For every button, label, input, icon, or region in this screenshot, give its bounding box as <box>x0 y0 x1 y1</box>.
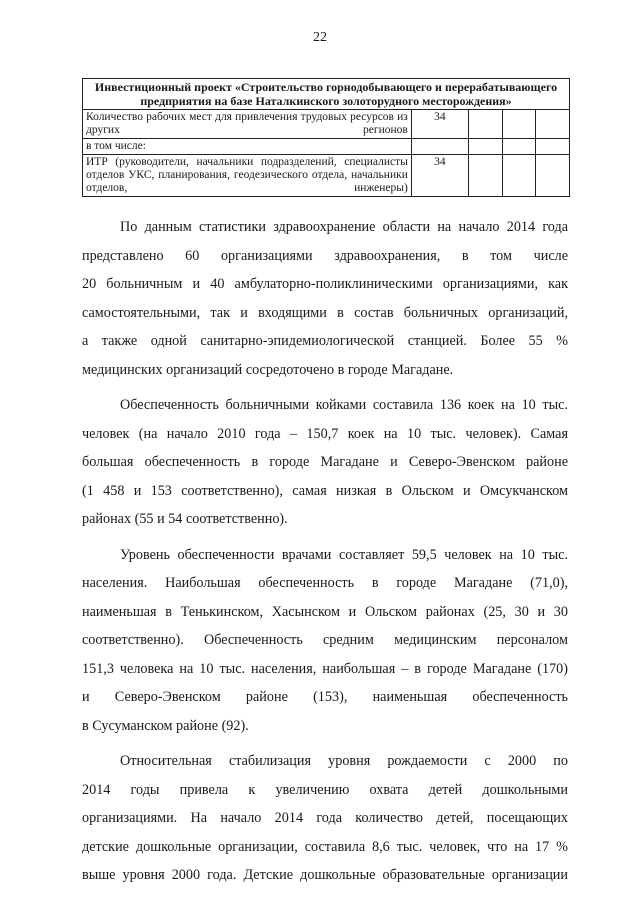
table-cell-empty <box>536 139 570 155</box>
table-row <box>83 139 570 155</box>
text-line: 2014 годы привела к увеличению охвата детей дошкольными <box>82 781 568 798</box>
text-line: наименьшая в Тенькинском, Хасынском и Ольском районах (25, 30 и 30 <box>82 603 568 620</box>
text-line: самостоятельными, так и входящими в состав больничных организаций, <box>82 304 568 321</box>
text-line: Обеспеченность больничными койками составила 136 коек на 10 тыс. <box>120 397 568 413</box>
table-cell-empty <box>468 139 502 155</box>
text-line: медицинских организаций сосредоточено в городе Магадане. <box>82 361 454 378</box>
text-line: в Сусуманском районе (92). <box>82 717 249 734</box>
table-cell-desc: Количество рабочих мест для привлечения трудовых ресурсов из других регионов <box>83 110 412 139</box>
table-cell-empty <box>502 155 536 197</box>
table-cell-empty <box>502 139 536 155</box>
paragraph-beds <box>82 391 568 534</box>
table-row <box>83 110 570 139</box>
text-line: а также одной санитарно-эпидемиологической станцией. Более 55 % <box>82 333 568 349</box>
text-line: Уровень обеспеченности врачами составляет 59,5 человек на 10 тыс. <box>120 546 568 563</box>
table-cell-value: 34 <box>411 110 468 139</box>
text-line: представлено 60 организациями здравоохранения, в том числе <box>82 247 568 264</box>
text-line: детские дошкольные организации, составила 8,6 тыс. человек, что на 17 % <box>82 838 568 855</box>
table-cell-empty <box>536 155 570 197</box>
investment-project-table <box>82 78 570 197</box>
table-cell-empty <box>468 110 502 139</box>
paragraph-healthcare <box>82 213 568 384</box>
table-cell-desc: ИТР (руководители, начальники подразделений, специалисты отделов УКС, планирования, геодезического отдела, начальники отделов, инженеры) <box>83 155 412 197</box>
text-line: выше уровня 2000 года. Детские дошкольные образовательные организации <box>82 867 568 883</box>
text-line: По данным статистики здравоохранение области на начало 2014 года <box>120 219 568 235</box>
table-header-row <box>83 79 570 110</box>
paragraph-doctors <box>82 541 568 741</box>
text-line: организациями. На начало 2014 года количество детей, посещающих <box>82 810 568 826</box>
table-cell-desc: в том числе: <box>83 139 412 155</box>
table-cell-value: 34 <box>411 155 468 197</box>
text-line: большая обеспеченность в городе Магадане и Северо-Эвенском районе <box>82 454 568 470</box>
table-cell-value <box>411 139 468 155</box>
text-line: населения. Наибольшая обеспеченность в городе Магадане (71,0), <box>82 575 568 591</box>
text-line: (1 458 и 153 соответственно), самая низкая в Ольском и Омсукчанском <box>82 482 568 499</box>
body-text <box>82 213 568 890</box>
table-cell-empty <box>468 155 502 197</box>
page-number: 22 <box>313 30 327 45</box>
text-line: соответственно). Обеспеченность средним медицинским персоналом <box>82 632 568 648</box>
table-header: Инвестиционный проект «Строительство горнодобывающего и перерабатывающего предприятия на базе Наталкинского золоторудного месторождения» <box>83 79 570 110</box>
text-line: районах (55 и 54 соответственно). <box>82 511 288 527</box>
text-line: 151,3 человека на 10 тыс. населения, наибольшая – в городе Магадане (170) <box>82 660 568 677</box>
table-row <box>83 155 570 197</box>
text-line: и Северо-Эвенском районе (153), наименьшая обеспеченность <box>82 689 568 705</box>
text-line: человек (на начало 2010 года – 150,7 коек на 10 тыс. человек). Самая <box>82 425 568 442</box>
table-cell-empty <box>502 110 536 139</box>
paragraph-preschool <box>82 747 568 890</box>
text-line: Относительная стабилизация уровня рождаемости с 2000 по <box>120 753 568 769</box>
table-cell-empty <box>536 110 570 139</box>
text-line: 20 больничным и 40 амбулаторно-поликлиническими организациями, как <box>82 276 568 292</box>
